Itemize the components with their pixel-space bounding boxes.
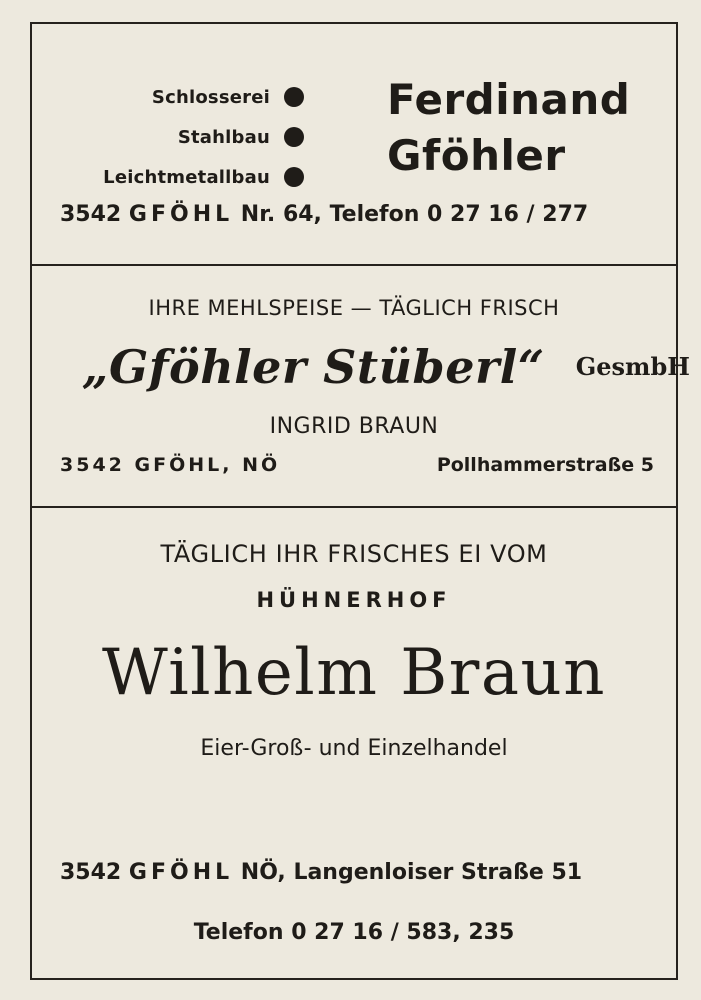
- business-name: Wilhelm Braun: [102, 636, 606, 710]
- owner-last-name: Gföhler: [387, 131, 566, 180]
- business-name: „Gföhler Stüberl“: [82, 340, 545, 394]
- address-zip: 3542: [60, 202, 122, 227]
- bullet-icon: [284, 167, 304, 187]
- business-name-line: [82, 340, 690, 394]
- service-item: [74, 157, 304, 197]
- headline: TÄGLICH IHR FRISCHES EI VOM: [160, 540, 548, 568]
- owner-name: INGRID BRAUN: [269, 414, 439, 439]
- legal-form: GesmbH: [575, 352, 690, 381]
- address-street: Pollhammerstraße 5: [436, 454, 654, 476]
- service-label: Schlosserei: [151, 86, 270, 108]
- farm-label: HÜHNERHOF: [256, 588, 452, 612]
- address-line: [60, 202, 588, 227]
- ad-gfoehler-stuberl: [32, 268, 690, 506]
- ad-ferdinand-gfoehler: [32, 24, 676, 266]
- tagline: IHRE MEHLSPEISE — TÄGLICH FRISCH: [148, 296, 560, 320]
- trade-description: Eier-Groß- und Einzelhandel: [200, 736, 508, 761]
- ad-huehnerhof-braun: [32, 508, 676, 978]
- address-town: GFÖHL: [128, 860, 234, 885]
- address-town: GFÖHL: [128, 202, 234, 227]
- bullet-icon: [284, 127, 304, 147]
- service-label: Stahlbau: [177, 126, 270, 148]
- service-label: Leichtmetallbau: [103, 166, 270, 188]
- service-item: [74, 77, 304, 117]
- address-rest: Nr. 64, Telefon 0 27 16 / 277: [240, 202, 589, 227]
- service-list: [74, 77, 304, 197]
- owner-first-name: Ferdinand: [387, 75, 631, 124]
- address-line: [60, 860, 582, 885]
- owner-name: [387, 76, 630, 180]
- bullet-icon: [284, 87, 304, 107]
- service-item: [74, 117, 304, 157]
- address-zip: 3542: [60, 860, 122, 885]
- address-rest: NÖ, Langenloiser Straße 51: [240, 860, 583, 885]
- phone-line: Telefon 0 27 16 / 583, 235: [193, 920, 515, 945]
- address-town: 3542 GFÖHL, NÖ: [60, 454, 281, 476]
